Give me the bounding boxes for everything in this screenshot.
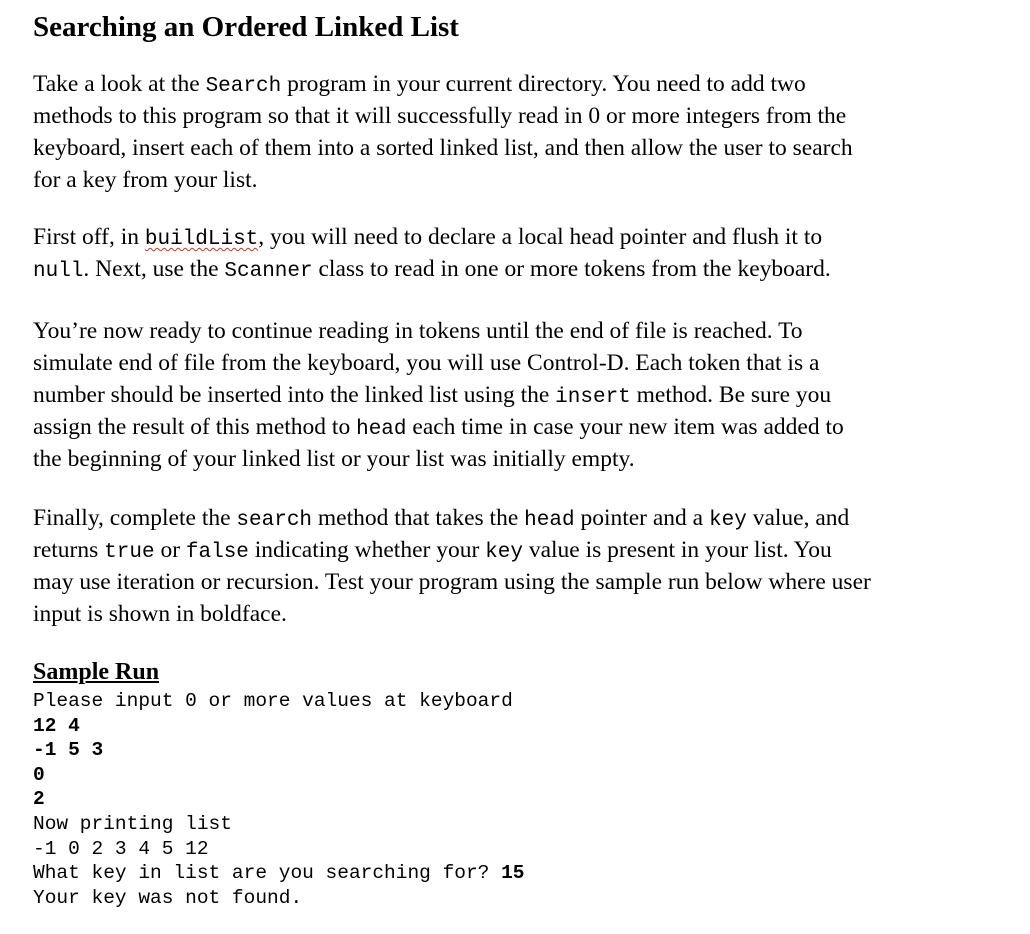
text-line: keyboard, insert each of them into a sorted linked list, and then allow the user to search <box>33 135 853 161</box>
text-run: indicating whether your <box>248 537 486 563</box>
text-run: . Next, use the <box>83 256 225 282</box>
sample-list-output: -1 0 2 3 4 5 12 <box>33 837 209 860</box>
text-run: method that takes the <box>312 505 525 531</box>
text-run: First off, in <box>33 224 145 250</box>
text-run: pointer and a <box>574 505 709 531</box>
user-input-text: -1 5 3 <box>33 739 104 762</box>
sample-run-output <box>33 689 524 910</box>
text-run: number should be inserted into the linked list using the <box>33 382 556 408</box>
code-false: false <box>185 541 249 564</box>
text-line: You’re now ready to continue reading in tokens until the end of file is reached. To <box>33 318 803 344</box>
text-line: input is shown in boldface. <box>33 601 287 627</box>
text-run: assign the result of this method to <box>33 414 357 440</box>
sample-user-input <box>33 763 524 788</box>
code-true: true <box>104 541 155 564</box>
code-search: search <box>236 509 313 532</box>
code-key: key <box>485 541 523 564</box>
user-input-text: 2 <box>33 788 45 811</box>
text-run: program in your current directory. You need to add two <box>281 71 806 97</box>
sample-printing-line: Now printing list <box>33 812 232 835</box>
user-input-text: 15 <box>501 862 525 885</box>
search-paragraph <box>33 502 1008 630</box>
text-line <box>33 68 1008 100</box>
sample-prompt: Please input 0 or more values at keyboard <box>33 690 513 712</box>
text-run: class to read in one or more tokens from the keyboard. <box>312 256 831 282</box>
sample-query-line <box>33 861 524 886</box>
code-head: head <box>524 509 575 532</box>
code-insert: insert <box>555 386 631 409</box>
sample-user-input <box>33 787 524 812</box>
text-run: or <box>154 537 186 563</box>
text-line: simulate end of file from the keyboard, you will use Control-D. Each token that is a <box>33 350 820 376</box>
text-run: Finally, complete the <box>33 505 237 531</box>
text-line: methods to this program so that it will successfully read in 0 or more integers from the <box>33 103 847 129</box>
code-head: head <box>356 418 407 441</box>
text-run: returns <box>33 537 105 563</box>
sample-user-input <box>33 738 524 763</box>
text-run: value is present in your list. You <box>522 537 832 563</box>
insert-paragraph <box>33 315 1008 475</box>
text-line <box>33 411 1008 443</box>
user-input-text: 0 <box>33 763 45 786</box>
query-text: What key in list are you searching for? <box>33 862 502 885</box>
intro-paragraph <box>33 68 1008 196</box>
sample-run-heading: Sample Run <box>33 659 160 685</box>
text-line <box>33 534 1008 566</box>
text-line: for a key from your list. <box>33 167 258 193</box>
sample-result-line: Your key was not found. <box>33 886 303 909</box>
text-line: the beginning of your linked list or your list was initially empty. <box>33 446 635 472</box>
text-run: each time in case your new item was added to <box>406 414 844 440</box>
text-run: method. Be sure you <box>630 382 832 408</box>
code-buildlist: buildList <box>144 228 259 251</box>
code-key: key <box>709 509 747 532</box>
code-scanner: Scanner <box>224 260 313 283</box>
text-line <box>33 379 1008 411</box>
sample-user-input <box>33 714 524 739</box>
code-null: null <box>33 260 84 283</box>
text-run: , you will need to declare a local head pointer and flush it to <box>258 224 823 250</box>
text-run: value, and <box>746 505 850 531</box>
text-line <box>33 221 1008 253</box>
text-run: Take a look at the <box>33 71 206 97</box>
buildlist-paragraph <box>33 221 1008 285</box>
code-search-program: Search <box>205 75 282 98</box>
text-line <box>33 502 1008 534</box>
user-input-text: 12 4 <box>33 714 80 737</box>
page-title: Searching an Ordered Linked List <box>33 11 459 43</box>
text-line <box>33 253 1008 285</box>
text-line: may use iteration or recursion. Test your program using the sample run below where user <box>33 569 871 595</box>
